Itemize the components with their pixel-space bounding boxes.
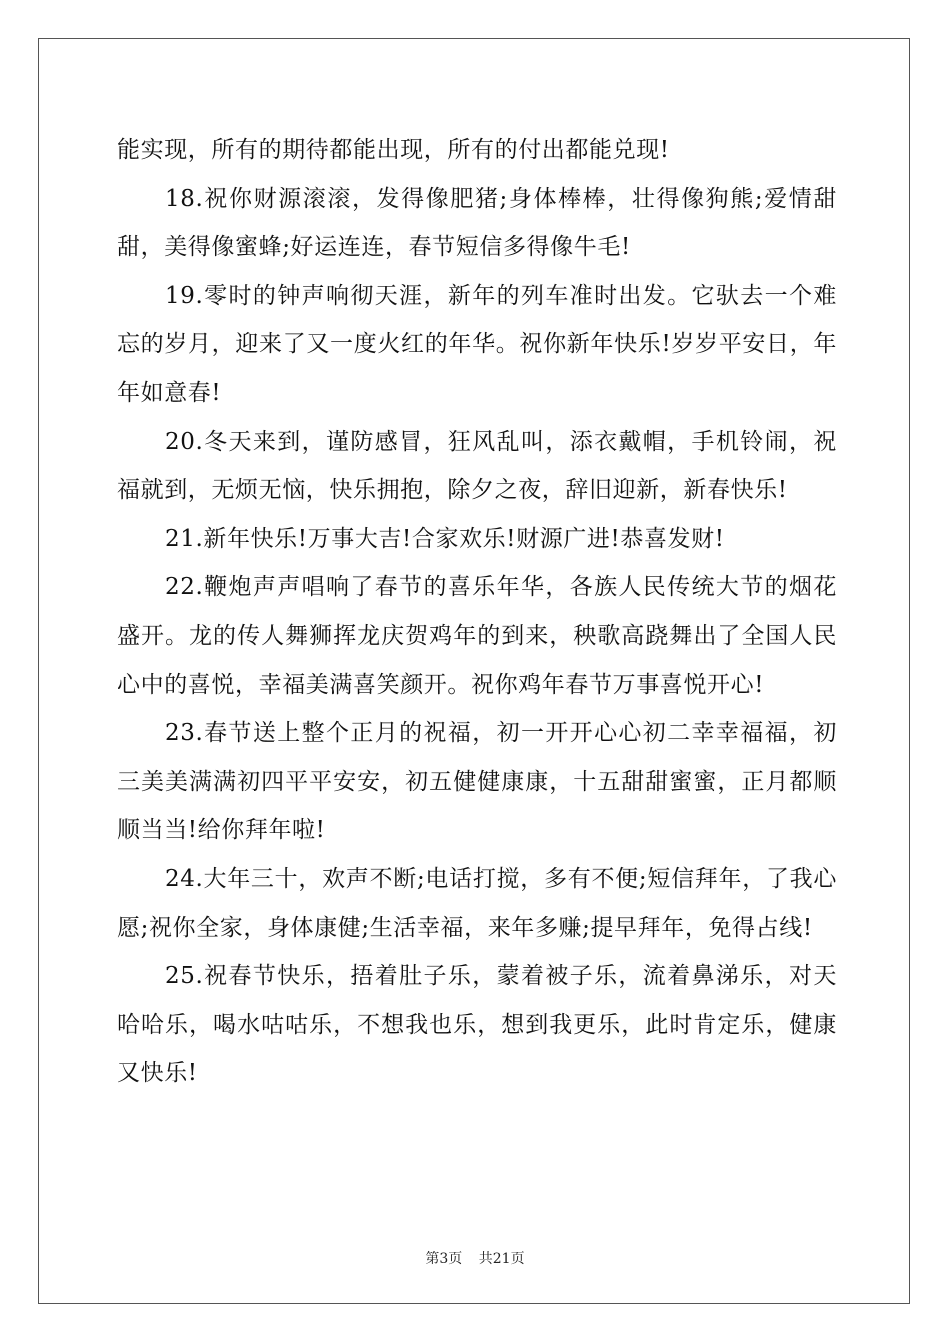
document-body [117,126,837,1098]
page-footer [0,1248,950,1268]
paragraph-item-19: 19.零时的钟声响彻天涯，新年的列车准时出发。它驮去一个难忘的岁月，迎来了又一度火红的年华。祝你新年快乐!岁岁平安日，年年如意春! [117,282,837,406]
page-number: 第3页 [425,1251,463,1267]
paragraph-item-20: 20.冬天来到，谨防感冒，狂风乱叫，添衣戴帽，手机铃闹，祝福就到，无烦无恼，快乐拥抱，除夕之夜，辞旧迎新，新春快乐! [117,428,837,504]
paragraph-item-24: 24.大年三十，欢声不断;电话打搅，多有不便;短信拜年，了我心愿;祝你全家，身体康健;生活幸福，来年多赚;提早拜年，免得占线! [117,865,837,941]
paragraph-item-25: 25.祝春节快乐，捂着肚子乐，蒙着被子乐，流着鼻涕乐，对天哈哈乐，喝水咕咕乐，不想我也乐，想到我更乐，此时肯定乐，健康又快乐! [117,963,837,1087]
paragraph-item-22: 22.鞭炮声声唱响了春节的喜乐年华，各族人民传统大节的烟花盛开。龙的传人舞狮挥龙庆贺鸡年的到来，秧歌高跷舞出了全国人民心中的喜悦，幸福美满喜笑颜开。祝你鸡年春节万事喜悦开心! [117,574,837,698]
paragraph-item-18: 18.祝你财源滚滚，发得像肥猪;身体棒棒，壮得像狗熊;爱情甜甜，美得像蜜蜂;好运连连，春节短信多得像牛毛! [117,185,837,261]
paragraph-item-23: 23.春节送上整个正月的祝福，初一开开心心初二幸幸福福，初三美美满满初四平平安安，初五健健康康，十五甜甜蜜蜜，正月都顺顺当当!给你拜年啦! [117,720,837,844]
page-total: 共21页 [478,1251,525,1267]
paragraph-item-21: 21.新年快乐!万事大吉!合家欢乐!财源广进!恭喜发财! [165,525,725,552]
paragraph-continuation: 能实现，所有的期待都能出现，所有的付出都能兑现! [117,137,670,163]
